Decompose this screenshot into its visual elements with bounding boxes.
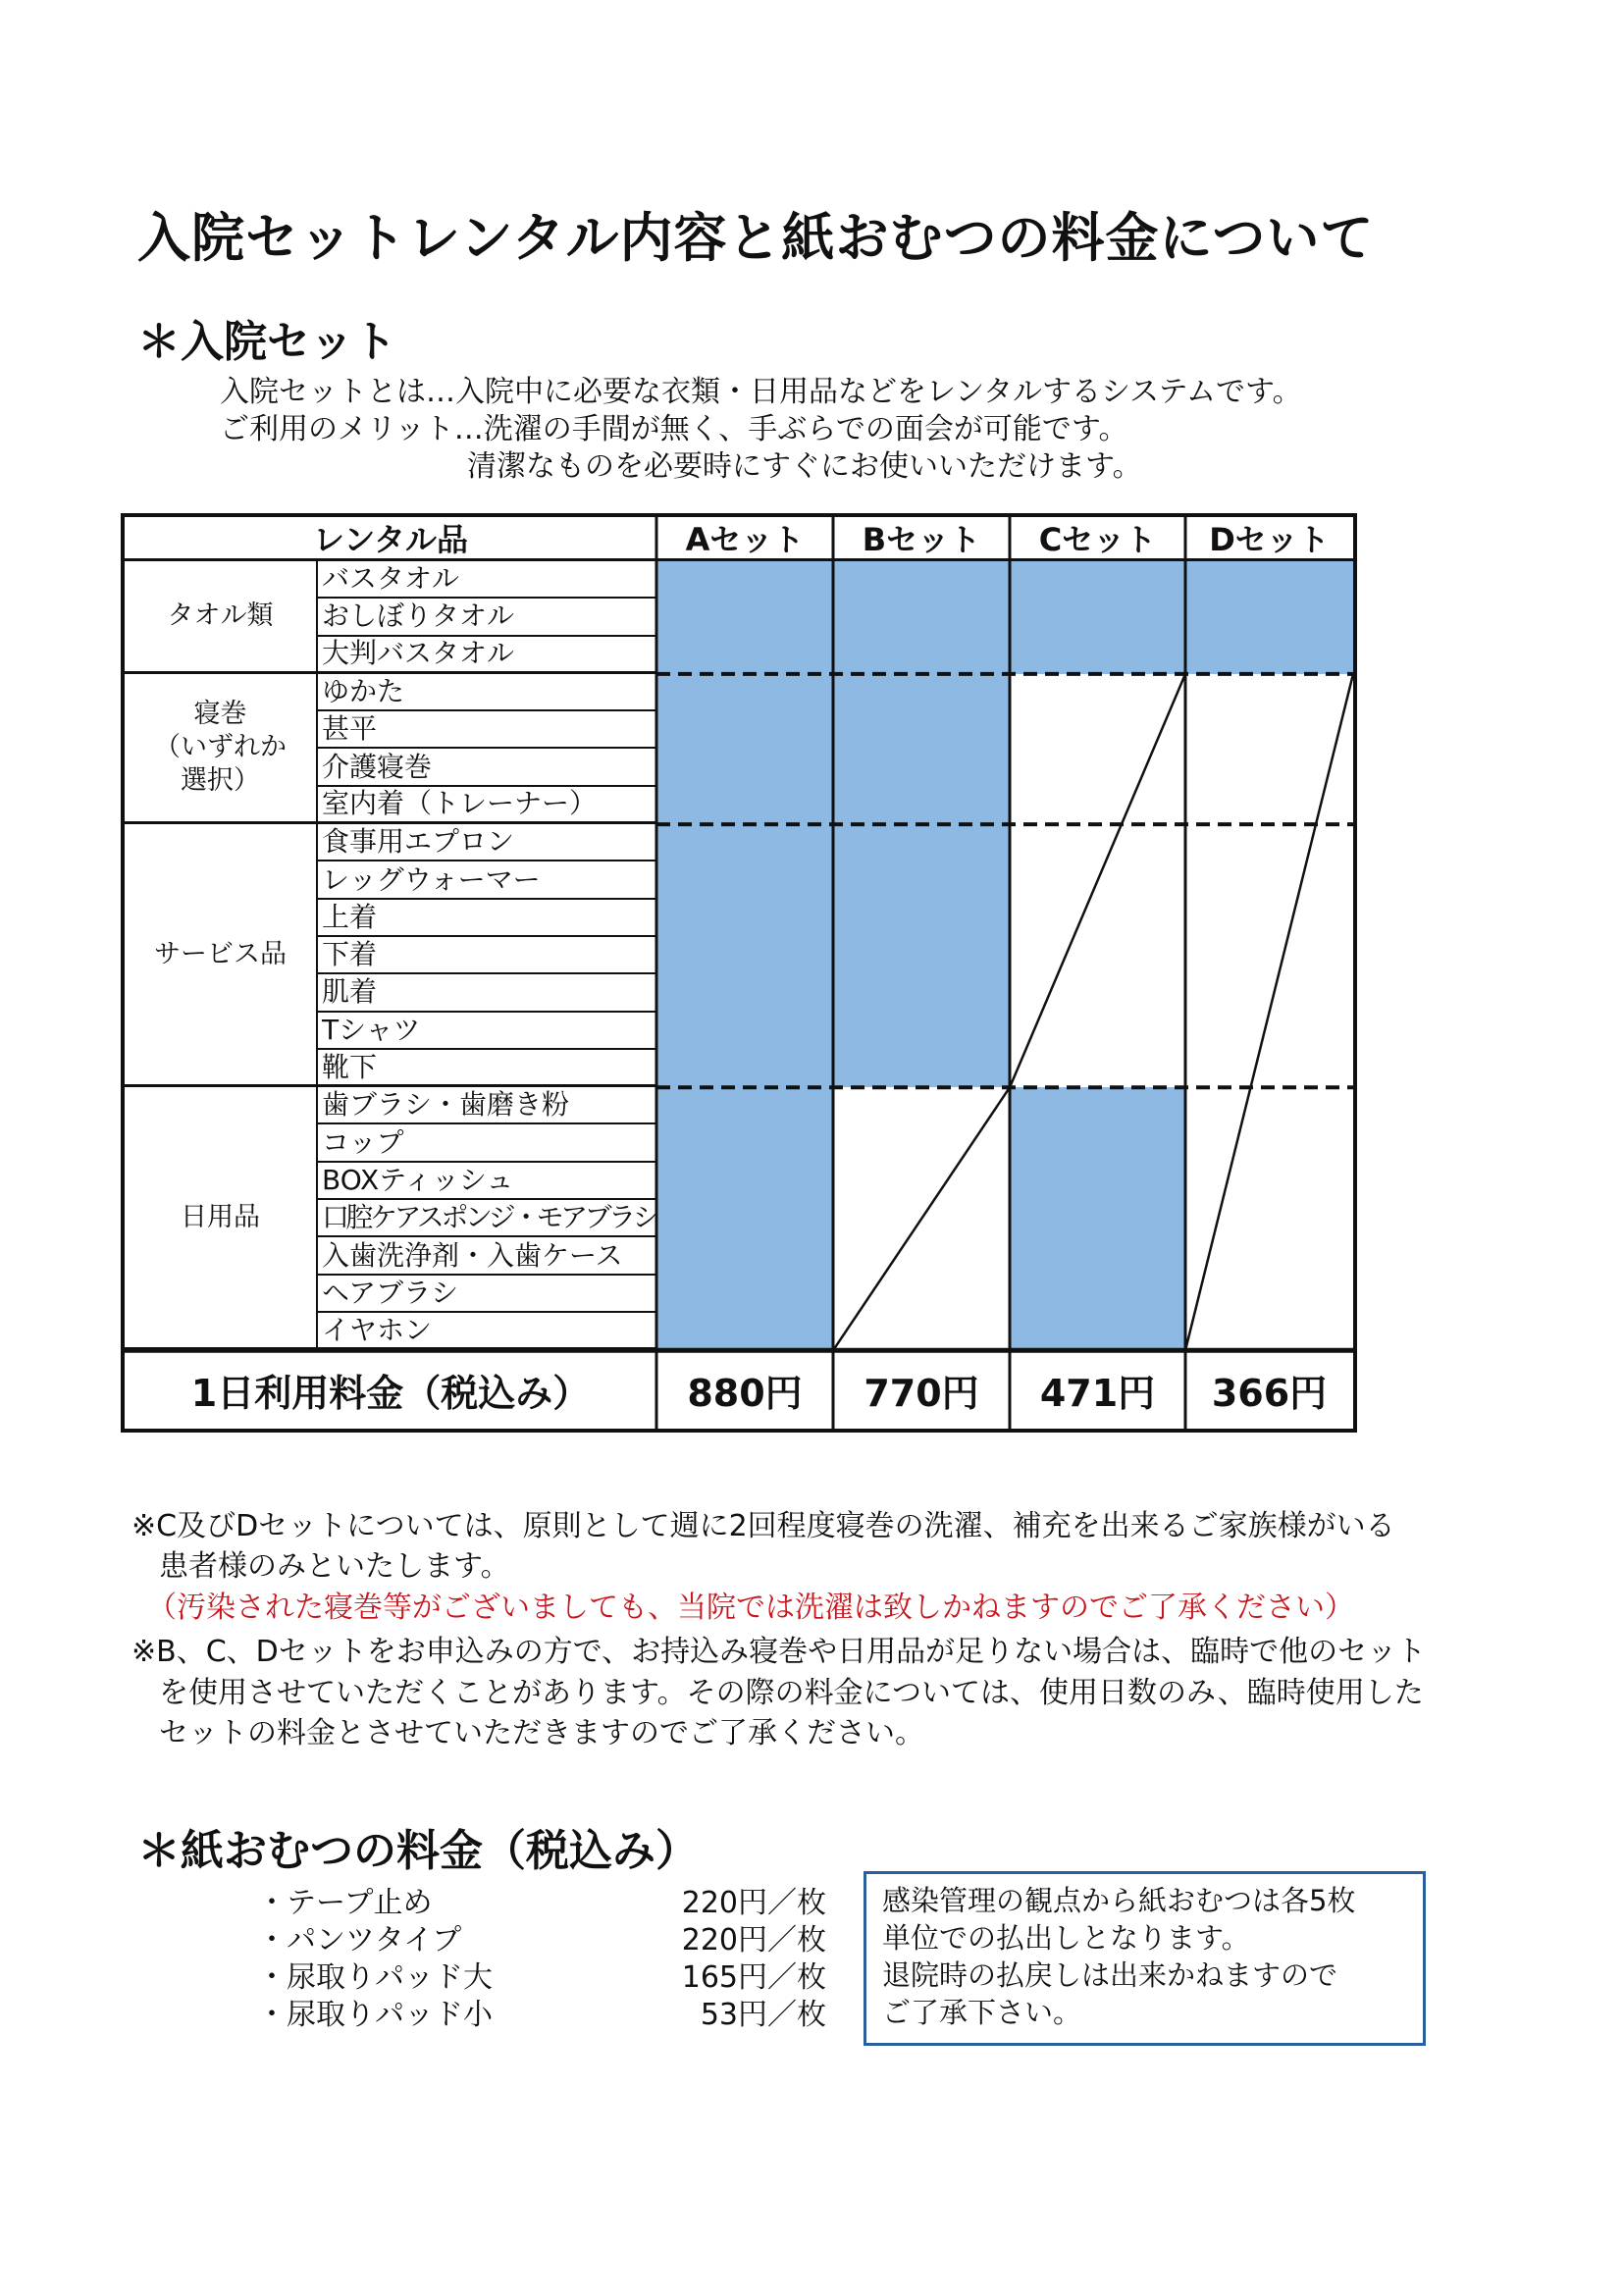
diaper-heading: ＊紙おむつの料金（税込み） — [137, 1826, 699, 1876]
item-label: ヘアブラシ — [318, 1276, 656, 1313]
note-warning: （汚染された寝巻等がございましても、当院では洗濯は致しかねますのでご了承ください） — [147, 1591, 1354, 1625]
diaper-notice-line: 退院時の払戻しは出来かねますので — [882, 1958, 1338, 1992]
item-label: 甚平 — [318, 711, 656, 749]
table-lines — [125, 517, 1353, 1429]
item-label: 肌着 — [318, 974, 656, 1012]
item-label: 大判バスタオル — [318, 637, 656, 674]
header-set-d: Dセット — [1185, 517, 1353, 561]
set-merit: ご利用のメリット…洗濯の手間が無く、手ぶらでの面会が可能です。 — [220, 412, 1128, 446]
item-label: おしぼりタオル — [318, 599, 656, 636]
item-label: Tシャツ — [318, 1013, 656, 1050]
header-set-b: Bセット — [833, 517, 1010, 561]
item-label: 食事用エプロン — [318, 824, 656, 861]
group-label: タオル類 — [125, 561, 318, 674]
diaper-item-name: ・尿取りパッド小 — [257, 1998, 493, 2032]
header-set-c: Cセット — [1010, 517, 1185, 561]
diaper-item-price: 220円／枚 — [681, 1923, 826, 1957]
rental-set-table — [121, 513, 1357, 1433]
item-label: BOXティッシュ — [318, 1163, 656, 1200]
diaper-notice-line: 単位での払出しとなります。 — [882, 1921, 1250, 1955]
item-label: バスタオル — [318, 561, 656, 599]
diaper-notice-line: 感染管理の観点から紙おむつは各5枚 — [882, 1884, 1356, 1917]
item-label: 歯ブラシ・歯磨き粉 — [318, 1087, 656, 1124]
diaper-item-name: ・テープ止め — [257, 1886, 433, 1920]
item-label: 靴下 — [318, 1050, 656, 1087]
item-label: レッグウォーマー — [318, 861, 656, 899]
not-included-diagonal — [1185, 674, 1353, 1350]
group-label: 日用品 — [125, 1087, 318, 1350]
item-label: イヤホン — [318, 1313, 656, 1350]
page-title: 入院セットレンタル内容と紙おむつの料金について — [137, 207, 1375, 269]
item-label: ゆかた — [318, 674, 656, 711]
note-2: ※B、C、Dセットをお申込みの方で、お持込み寝巻や日用品が足りない場合は、臨時で他のセット — [131, 1635, 1427, 1669]
set-description: 入院セットとは…入院中に必要な衣類・日用品などをレンタルするシステムです。 — [220, 375, 1302, 409]
diaper-item-price: 53円／枚 — [700, 1998, 826, 2032]
diaper-notice-box — [864, 1871, 1426, 2046]
not-included-diagonal — [1010, 674, 1185, 1087]
note-2-cont: を使用させていただくことがあります。その際の料金については、使用日数のみ、臨時使用した — [159, 1676, 1424, 1710]
note-1: ※C及びDセットについては、原則として週に2回程度寝巻の洗濯、補充を出来るご家族様がいる — [131, 1509, 1395, 1543]
diaper-item-name: ・尿取りパッド大 — [257, 1960, 493, 1995]
set-section-heading: ＊入院セット — [137, 317, 396, 367]
group-label: 寝巻 （いずれか 選択） — [125, 674, 318, 824]
item-label: コップ — [318, 1125, 656, 1163]
item-label: 入歯洗浄剤・入歯ケース — [318, 1237, 656, 1275]
diaper-item-price: 165円／枚 — [681, 1960, 826, 1995]
price-label: 1日利用料金（税込み） — [190, 1371, 591, 1415]
diaper-item-name: ・パンツタイプ — [257, 1923, 462, 1957]
item-label: 下着 — [318, 937, 656, 974]
item-label: 口腔ケアスポンジ・モアブラシ — [318, 1200, 656, 1237]
note-2-cont2: セットの料金とさせていただきますのでご了承ください。 — [159, 1716, 924, 1750]
not-included-diagonal — [833, 1087, 1010, 1350]
price-set-a: 880円 — [687, 1371, 803, 1415]
diaper-notice-line: ご了承下さい。 — [882, 1996, 1082, 2029]
group-label: サービス品 — [125, 824, 318, 1087]
header-set-a: Aセット — [656, 517, 833, 561]
item-label: 介護寝巻 — [318, 750, 656, 787]
set-merit-cont: 清潔なものを必要時にすぐにお使いいただけます。 — [467, 449, 1142, 484]
diaper-item-price: 220円／枚 — [681, 1886, 826, 1920]
price-set-d: 366円 — [1211, 1371, 1328, 1415]
header-rental-items: レンタル品 — [125, 517, 656, 561]
price-set-c: 471円 — [1039, 1371, 1156, 1415]
item-label: 上着 — [318, 900, 656, 937]
price-set-b: 770円 — [864, 1371, 979, 1415]
item-label: 室内着（トレーナー） — [318, 787, 656, 824]
note-1-cont: 患者様のみといたします。 — [159, 1549, 510, 1584]
